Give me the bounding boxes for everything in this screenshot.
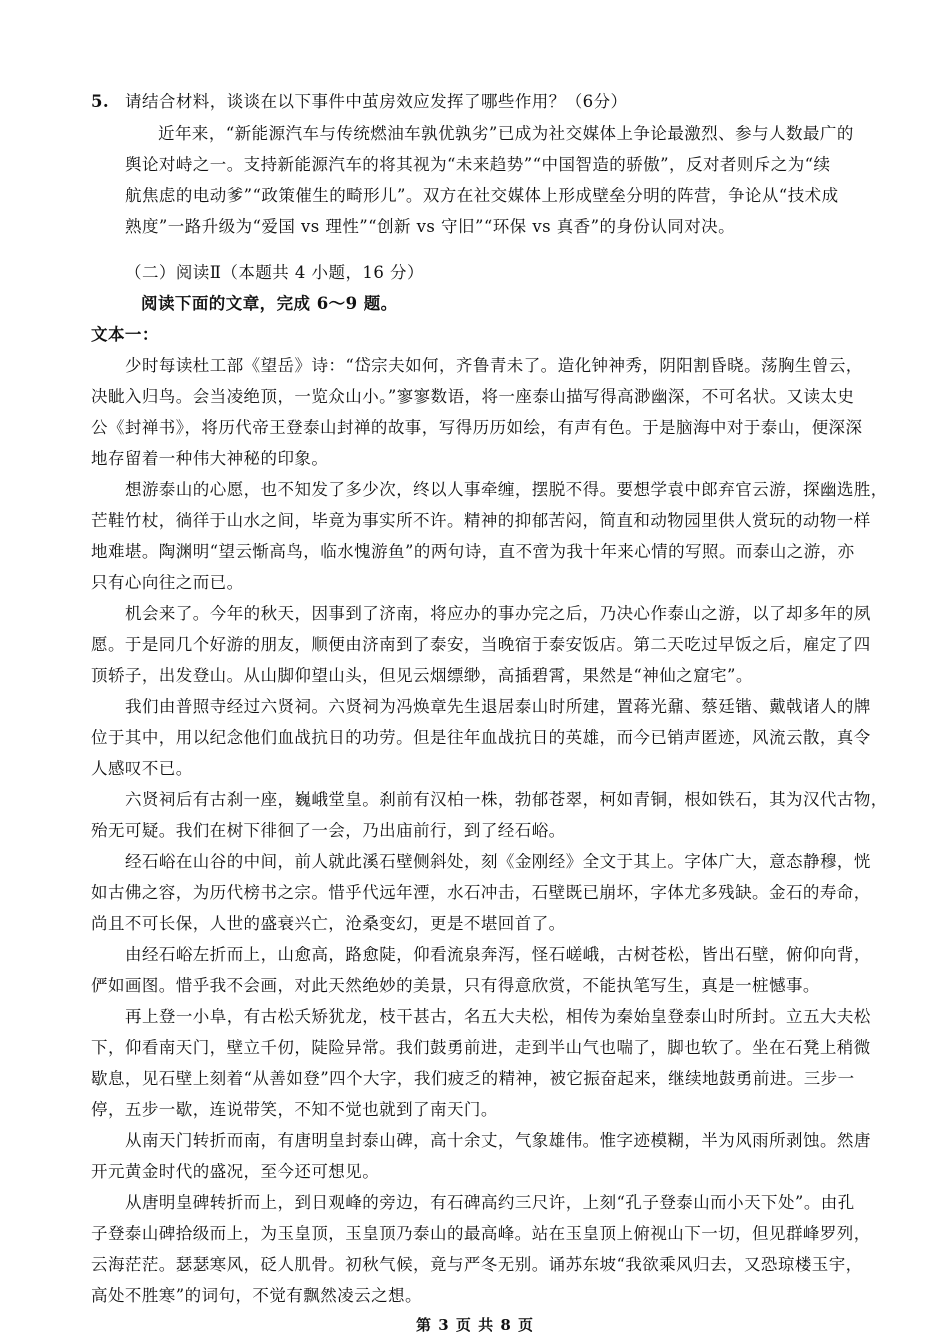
article-line: 下，仰看南天门，壁立千仞，陡险异常。我们鼓勇前进，走到半山气也喘了，脚也软了。坐在石凳上稍微 — [91, 1038, 871, 1057]
article-line: 从南天门转折而南，有唐明皇封泰山碑，高十余丈，气象雄伟。惟字迹模糊，半为风雨所剥蚀。然唐 — [125, 1131, 871, 1150]
article-line: 从唐明皇碑转折而上，到日观峰的旁边，有石碑高约三尺许，上刻“孔子登泰山而小天下处”。由孔 — [125, 1193, 855, 1212]
article-line: 机会来了。今年的秋天，因事到了济南，将应办的事办完之后，乃决心作泰山之游，以了却多年的夙 — [125, 604, 871, 623]
article-line: 人感叹不已。 — [91, 759, 193, 778]
material-line: 舆论对峙之一。支持新能源汽车的将其视为“未来趋势”“中国智造的骄傲”，反对者则斥之为“续 — [125, 155, 831, 174]
article-line: 位于其中，用以纪念他们血战抗日的功劳。但是往年血战抗日的英雄，而今已销声匿迹，风流云散，真令 — [91, 728, 871, 747]
article-line: 只有心向往之而已。 — [91, 573, 244, 592]
article-line: 地难堪。陶渊明“望云惭高鸟，临水愧游鱼”的两句诗，直不啻为我十年来心情的写照。而泰山之游，亦 — [91, 542, 855, 561]
article-line: 开元黄金时代的盛况，至今还可想见。 — [91, 1162, 380, 1181]
article-line: 少时每读杜工部《望岳》诗：“岱宗夫如何，齐鲁青未了。造化钟神秀，阴阳割昏晓。荡胸生曾云， — [125, 356, 863, 375]
material-line: 熟度”一路升级为“爱国 vs 理性”“创新 vs 守旧”“环保 vs 真香”的身份认同对决。 — [125, 217, 736, 236]
article-line: 停，五步一歇，连说带笑，不知不觉也就到了南天门。 — [91, 1100, 498, 1119]
page-footer: 第 3 页 共 8 页 — [416, 1316, 534, 1334]
article-line: 高处不胜寒”的词句，不觉有飘然凌云之想。 — [91, 1286, 422, 1305]
article-line: 尚且不可长保，人世的盛衰兴亡，沧桑变幻，更是不堪回首了。 — [91, 914, 566, 933]
article-line: 芒鞋竹杖，徜徉于山水之间，毕竟为事实所不许。精神的抑郁苦闷，简直和动物园里供人赏玩的动物一样 — [91, 511, 871, 530]
article-line: 子登泰山碑拾级而上，为玉皇顶，玉皇顶乃泰山的最高峰。站在玉皇顶上俯视山下一切，但见群峰罗列， — [91, 1224, 871, 1243]
article-line: 经石峪在山谷的中间，前人就此溪石壁侧斜处，刻《金刚经》全文于其上。字体广大，意态静穆，恍 — [125, 852, 871, 871]
article-line: 俨如画图。惜乎我不会画，对此天然绝妙的美景，只有得意欣赏，不能执笔写生，真是一桩憾事。 — [91, 976, 820, 995]
article-line: 愿。于是同几个好游的朋友，顺便由济南到了泰安，当晚宿于泰安饭店。第二天吃过早饭之后，雇定了四 — [91, 635, 871, 654]
article-line: 公《封禅书》，将历代帝王登泰山封禅的故事，写得历历如绘，有声有色。于是脑海中对于泰山，便深深 — [91, 418, 863, 437]
article-line: 云海茫茫。瑟瑟寒风，砭人肌骨。初秋气候，竟与严冬无别。诵苏东坡“我欲乘风归去，又恐琼楼玉宇， — [91, 1255, 863, 1274]
article-line: 地存留着一种伟大神秘的印象。 — [91, 449, 329, 468]
article-line: 歇息，见石壁上刻着“从善如登”四个大字，我们疲乏的精神，被它振奋起来，继续地鼓勇前进。三步一 — [91, 1069, 855, 1088]
article-line: 由经石峪左折而上，山愈高，路愈陡，仰看流泉奔泻，怪石嵯峨，古树苍松，皆出石壁，俯仰向背， — [125, 945, 871, 964]
text-label: 文本一： — [91, 325, 159, 344]
article-line: 我们由普照寺经过六贤祠。六贤祠为冯焕章先生退居泰山时所建，置蒋光鼐、蔡廷锴、戴戟诸人的牌 — [125, 697, 871, 716]
section-heading: （二）阅读Ⅱ（本题共 4 小题，16 分） — [125, 263, 424, 282]
section-instruction: 阅读下面的文章，完成 6～9 题。 — [141, 294, 398, 313]
material-line: 航焦虑的电动爹”“政策催生的畸形儿”。双方在社交媒体上形成壁垒分明的阵营，争论从“技术成 — [125, 186, 839, 205]
question-number: 5. — [91, 92, 110, 111]
article-line: 决眦入归鸟。会当凌绝顶，一览众山小。”寥寥数语，将一座泰山描写得高渺幽深，不可名状。又读太史 — [91, 387, 855, 406]
article-line: 殆无可疑。我们在树下徘徊了一会，乃出庙前行，到了经石峪。 — [91, 821, 566, 840]
article-line: 如古佛之容，为历代榜书之宗。惜乎代远年湮，水石冲击，石壁既已崩坏，字体尤多残缺。金石的寿命， — [91, 883, 871, 902]
article-line: 再上登一小阜，有古松夭矫犹龙，枝干甚古，名五大夫松，相传为秦始皇登泰山时所封。立五大夫松 — [125, 1007, 871, 1026]
article-line: 六贤祠后有古刹一座，巍峨堂皇。刹前有汉柏一株，勃郁苍翠，柯如青铜，根如铁石，其为汉代古物， — [125, 790, 888, 809]
article-line: 想游泰山的心愿，也不知发了多少次，终以人事牵缠，摆脱不得。要想学袁中郎弃官云游，探幽选胜， — [125, 480, 888, 499]
material-line: 近年来，“新能源汽车与传统燃油车孰优孰劣”已成为社交媒体上争论最激烈、参与人数最广的 — [158, 124, 854, 143]
question-prompt: 请结合材料，谈谈在以下事件中茧房效应发挥了哪些作用？（6分） — [125, 92, 628, 111]
article-line: 顶轿子，出发登山。从山脚仰望山头，但见云烟缥缈，高插碧霄，果然是“神仙之窟宅”。 — [91, 666, 753, 685]
